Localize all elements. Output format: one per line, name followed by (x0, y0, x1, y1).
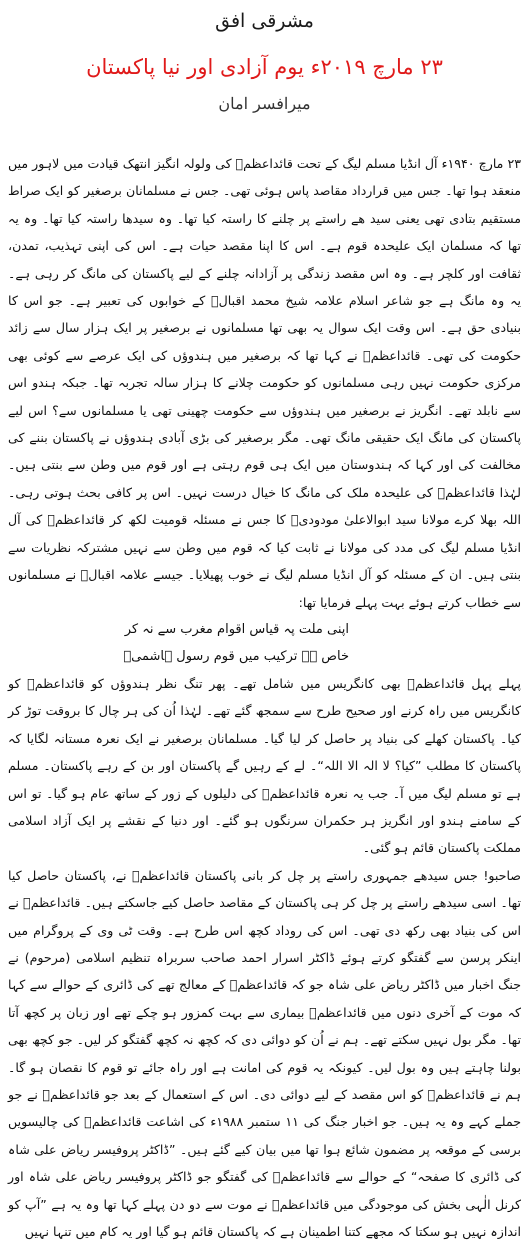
article-title: ۲۳ مارچ ۲۰۱۹ء یوم آزادی اور نیا پاکستان (86, 55, 443, 79)
article-body (0, 116, 529, 1245)
poem-couplet (8, 616, 521, 670)
author-name: میرافسر امان (218, 94, 311, 113)
poem-line-2: خاص ہے ترکیب میں قوم رسول ہاشمیؐ (123, 648, 349, 664)
article-header (0, 0, 529, 116)
paragraph-1: ۲۳ مارچ ۱۹۴۰ء آل انڈیا مسلم لیگ کے تحت قائداعظمؒ کی ولولہ انگیز انتھک قیادت میں لاہور میں منعقد ہوا تھا۔ جس میں قرارداد مقاصد پاس ہوئی تھی۔ جس نے مسلمانان برصغیر کو ایک صراط مستقیم بتادی تھی یعنی سید ھے راستے پر چلنے کا راستہ کیا تھا۔ وہ سیدھا راستہ کیا تھا۔ وہ یہ تھا کہ مسلمان ایک علیحدہ قوم ہے۔ اس کا اپنا مقصد حیات ہے۔ اس کی اپنی تہذیب، تمدن، ثقافت اور کلچر ہے۔ وہ اس مقصد زندگی پر آزادانہ چلنے کے لیے پاکستان کی مانگ کر رہی ہے۔ یہ وہ مانگ ہے جو شاعر اسلام علامہ شیخ محمد اقبالؒ کے خوابوں کی تعبیر ہے۔ جو اس کا بنیادی حق ہے۔ اس وقت ایک سوال یہ بھی تھا مسلمانوں نے برصغیر پر ایک ہزار سال سے زائد حکومت کی تھی۔ قائداعظمؒ نے کہا تھا کہ برصغیر میں ہندوؤں کی ایک عرصے سے کوئی بھی مرکزی حکومت نہیں رہی مسلمانوں کو حکومت چلانے کا ہزار سالہ تجربہ تھا۔ جبکہ ہندو اس سے نابلد تھے۔ انگریز نے برصغیر میں ہندوؤں سے حکومت چھینی تھی یا مسلمانوں سے؟ اس لیے پاکستان کی مانگ ایک حقیقی مانگ تھی۔ مگر برصغیر کی بڑی آبادی ہندوؤں نے پاکستان بننے کی مخالفت کی اور کہا کہ ہندوستان میں ایک ہی قوم رہتی ہے اور قوم میں وطن سے بنتی ہیں۔ لہٰذا قائداعظمؒ کی علیحدہ ملک کی مانگ کا خیال درست نہیں۔ اس پر کافی بحث ہوتی رہی۔ اللہ بھلا کرے مولانا سید ابوالاعلیٰ مودودیؒ کا جس نے مسئلہ قومیت لکھ کر قائداعظمؒ کی آل انڈیا مسلم لیگ کی مدد کی مولانا نے ثابت کیا کہ قوم میں وطن سے نہیں مشترکہ نظریات سے بنتی ہیں۔ ان کے مسئلہ کو آل انڈیا مسلم لیگ نے خوب پھیلایا۔ جیسے علامہ اقبالؒ نے مسلمانوں سے خطاب کرتے ہوئے بہت پہلے فرمایا تھا: (8, 156, 521, 610)
column-series-title: مشرقی افق (215, 10, 314, 32)
poem-line-1: اپنی ملت پہ قیاس اقوام مغرب سے نہ کر (124, 621, 349, 637)
paragraph-3: صاحبو! جس سیدھے جمہوری راستے پر چل کر بانی پاکستان قائداعظمؒ نے، پاکستان حاصل کیا تھا۔ اسی سیدھے راستے پر چل کر ہی پاکستان کے مقاصد حاصل کیے جاسکتے ہیں۔ قائداعظمؒ نے اس کی بنیاد بھی رکھ دی تھی۔ اس کی روداد کچھ اس طرح ہے۔ وقت ٹی وی کے پروگرام میں اینکر پرسن سے گفتگو کرتے ہوئے ڈاکٹر اسرار احمد صاحب سربراہ تنظیم اسلامی (مرحوم) نے جنگ اخبار میں ڈاکٹر ریاض علی شاہ جو کہ قائداعظمؒ کے معالج تھے کی ڈائری کے حوالے سے کہا کہ موت کے آخری دنوں میں قائداعظمؒ بیماری سے بہت کمزور ہو چکے تھے اور زبان پر کچھ آتا تھا۔ مگر بول نہیں سکتے تھے۔ ہم نے اُن کو دوائی دی کہ کچھ نہ کچھ گفتگو کر لیں۔ جو کچھ بھی بولنا چاہتے ہیں وہ بول لیں۔ کیونکہ یہ قوم کی امانت ہے اور راہ جائے تو قوم کا نقصان ہو گا۔ ہم نے قائداعظمؒ کو اس مقصد کے لیے دوائی دی۔ اس کے استعمال کے بعد جو قائداعظمؒ نے جو جملے کہے وہ یہ ہیں۔ جو اخبار جنگ کی ۱۱ ستمبر ۱۹۸۸ء کی اشاعت قائداعظمؒ کی چالیسویں برسی کے موقعہ پر مضمون شائع ہوا تھا میں بیان کیے گئے ہیں۔ ”ڈاکٹر پروفیسر ریاض علی شاہ کی ڈائری کا صفحہ“ کے حوالے سے قائداعظمؒ کی گفتگو جو ڈاکٹر پروفیسر ریاض علی شاہ اور کرنل الٰہی بخش کی موجودگی میں قائداعظمؒ نے موت سے دو دن پہلے کہا تھا وہ یہ ہے ”آپ کو اندازہ نہیں ہو سکتا کہ مجھے کتنا اطمینان ہے کہ پاکستان قائم ہو گیا اور یہ کام میں تنہا نہیں (8, 867, 522, 1240)
paragraph-2: پہلے پہل قائداعظمؒ بھی کانگریس میں شامل تھے۔ پھر تنگ نظر ہندوؤں کو قائداعظمؒ کو کانگریس میں راہ کرنے اور صحیح طرح سے سمجھ گئے تھے۔ لہٰذا اُن کی ہر چال کا بروقت توڑ کر کیا۔ پاکستان کھلے کی بنیاد پر حاصل کر لیا گیا۔ مسلمانان برصغیر نے ایک نعرہ مستانہ لگایا کہ پاکستان کا مطلب ”کیا؟ لا الہ الا اللہ“۔ لے کے رہیں گے پاکستان اور بن کے رہے پاکستان۔ مسلم ہے تو مسلم لیگ میں آ۔ جب یہ نعرہ قائداعظمؒ کی دلیلوں کے زور کے ساتھ عام ہو گیا۔ تو اس کے سامنے ہندو اور انگریز ہر حکمران سرنگوں ہو گئے۔ اور دنیا کے نقشے پر ایک آزاد اسلامی مملکت پاکستان قائم ہو گئی۔ (8, 675, 521, 856)
